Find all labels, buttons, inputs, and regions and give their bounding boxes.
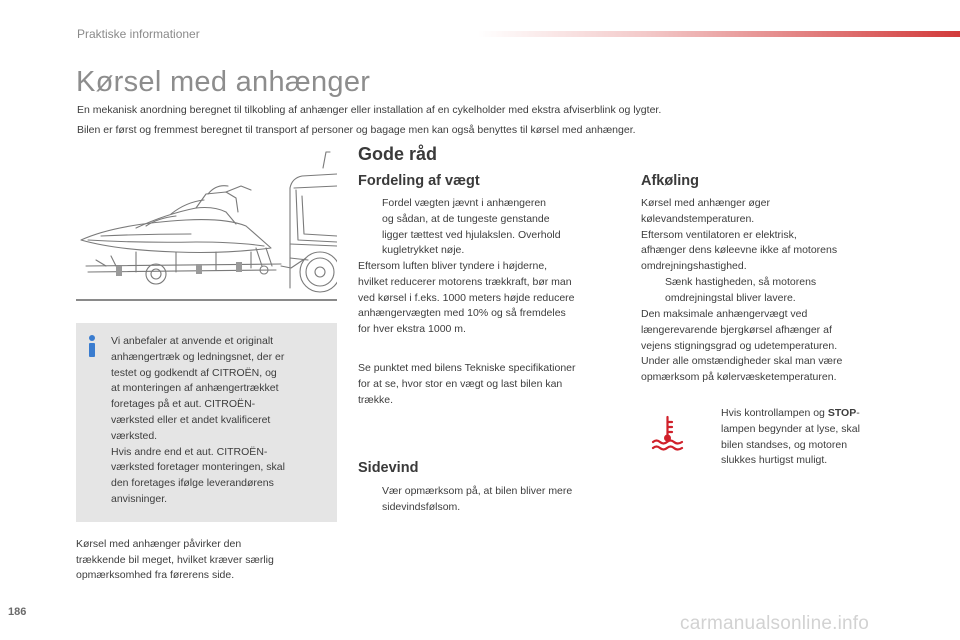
bullet-icon [358,196,382,259]
afkoeling-bullet [641,275,891,307]
page-title: Kørsel med anhænger [76,66,371,98]
stop-text-post: - lampen begynder at lyse, skal bilen standses, og motoren slukkes hurtigst muligt. [721,407,860,467]
trailer-effect-note: Kørsel med anhænger påvirker den trækkende bil meget, hvilket kræver særlig opmærksomhed fra førerens side. [76,538,274,581]
fordeling-bullet [358,196,620,259]
coolant-temperature-warning-icon [650,414,685,452]
afkoeling-paragraph-1: Kørsel med anhænger øger kølevandstemperaturen. Eftersom ventilatoren er elektrisk, afhænger dens køleevne ikke af motorens omdrejningshastighed. [641,197,838,273]
fordeling-paragraph-2: Se punktet med bilens Tekniske specifikationer for at se, hvor stor en vægt og last bilen kan trække. [358,362,576,406]
heading-afkoeling: Afkøling [641,173,699,189]
stop-lamp-bullet [697,406,897,469]
afkoeling-bullet-text: Sænk hastigheden, så motorens omdrejningstal bliver lavere. [665,276,817,304]
intro-paragraph-1: En mekanisk anordning beregnet til tilkobling af anhænger eller installation af en cykelholder med ekstra afviserblink og lygter. [77,104,662,116]
bullet-icon [641,275,665,307]
stop-text-pre: Hvis kontrollampen og [721,407,828,419]
header-accent-bar [478,31,960,37]
stop-label: STOP [827,407,857,419]
info-icon [85,334,99,358]
section-heading-gode-raad: Gode råd [358,144,438,164]
fordeling-bullet-text: Fordel vægten jævnt i anhængeren og sådan, at de tungeste genstande ligger tættest ved hjulakslen. Overhold kugletrykket nøje. [382,197,561,257]
watermark: carmanualsonline.info [680,613,870,634]
illustration-rule [76,299,337,301]
page-number: 186 [8,606,27,618]
sidevind-bullet-text: Vær opmærksom på, at bilen bliver mere sidevindsfølsom. [382,485,573,513]
bullet-icon [697,406,721,469]
fordeling-paragraph: Eftersom luften bliver tyndere i højderne, hvilket reducerer motorens trækkraft, bør man ved kørsel i f.eks. 1000 meters højde reducere anhængervægten med 10% og så fremdeles for hver ekstra 1000 m. [358,260,575,336]
info-box-text: Vi anbefaler at anvende et originalt anhængertræk og ledningsnet, der er testet og godkendt af CITROËN, og at monteringen af anhængertrækket foretages på et aut. CITROËN- værksted eller et andet kvalificeret værksted. Hvis andre end et aut. CITROËN- værksted foretager monteringen, skal den foretages ifølge leverandørens anvisninger. [111,335,285,505]
heading-fordeling: Fordeling af vægt [358,173,480,189]
section-header: Praktiske informationer [77,27,200,41]
sidevind-bullet [358,484,620,516]
intro-paragraph-2: Bilen er først og fremmest beregnet til transport af personer og bagage men kan også benyttes til kørsel med anhænger. [77,124,636,136]
heading-sidevind: Sidevind [358,460,419,476]
afkoeling-paragraph-2: Den maksimale anhængervægt ved længerevarende bjergkørsel afhænger af vejens stigningsgrad og udetemperaturen. Under alle omstændigheder skal man være opmærksom på kølervæsketemperaturen. [641,308,843,384]
stop-lamp-text [721,406,860,469]
bullet-icon [358,484,382,516]
trailer-jetski-illustration [76,148,337,298]
